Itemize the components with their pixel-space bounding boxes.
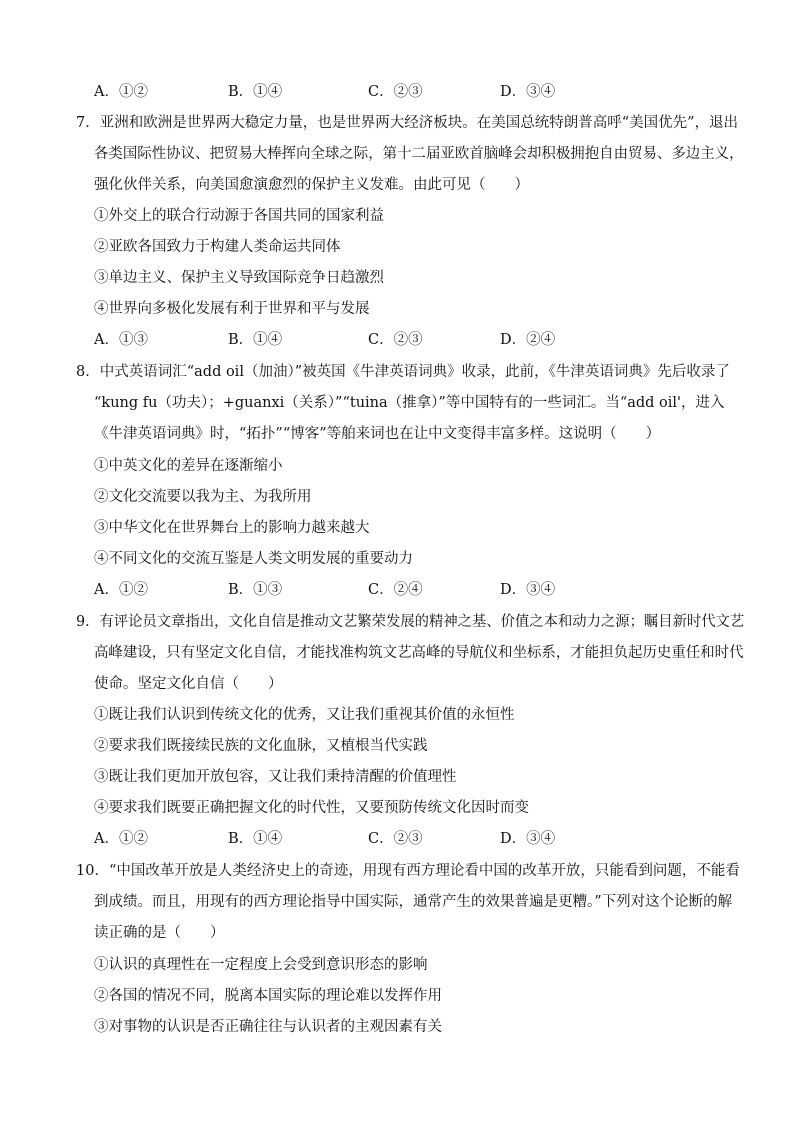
- q7-option-b: B．①④: [228, 332, 283, 348]
- q6-option-a: A．①②: [94, 84, 148, 100]
- q7-option-c: C．②③: [368, 332, 423, 348]
- q9-statement-4: ④要求我们既要正确把握文化的时代性，又要预防传统文化因时而变: [94, 800, 529, 816]
- q7-stem-line-2: 各类国际性协议、把贸易大棒挥向全球之际，第十二届亚欧首脑峰会却积极拥抱自由贸易、多边主义，: [94, 146, 744, 162]
- q10-stem-line-3: 读正确的是（ ）: [94, 925, 225, 941]
- q7-statement-4: ④世界向多极化发展有利于世界和平与发展: [94, 301, 370, 317]
- q9-option-d: D．③④: [500, 831, 556, 847]
- q9-stem-line-1: 9．有评论员文章指出，文化自信是推动文艺繁荣发展的精神之基、价值之本和动力之源；瞩目新时代文艺: [76, 614, 745, 630]
- q7-statement-3: ③单边主义、保护主义导致国际竞争日趋激烈: [94, 270, 384, 286]
- q8-option-b: B．①③: [228, 582, 283, 598]
- q10-statement-2: ②各国的情况不同，脱离本国实际的理论难以发挥作用: [94, 988, 442, 1004]
- q8-stem-line-3: 《牛津英语词典》时，“拓扑”“博客”等舶来词也在让中文变得丰富多样。这说明（ ）: [94, 426, 661, 442]
- q10-statement-3: ③对事物的认识是否正确往往与认识者的主观因素有关: [94, 1019, 442, 1035]
- q8-stem-line-1: 8．中式英语词汇“add oil（加油）”被英国《牛津英语词典》收录，此前，《牛津英语词典》先后收录了: [76, 364, 730, 380]
- q6-option-b: B．①④: [228, 84, 283, 100]
- q7-stem-line-3: 强化伙伴关系，向美国愈演愈烈的保护主义发难。由此可见（ ）: [94, 177, 529, 193]
- q8-statement-3: ③中华文化在世界舞台上的影响力越来越大: [94, 520, 370, 536]
- q7-statement-2: ②亚欧各国致力于构建人类命运共同体: [94, 239, 341, 255]
- q9-statement-2: ②要求我们既接续民族的文化血脉，又植根当代实践: [94, 738, 428, 754]
- q8-option-d: D．③④: [500, 582, 556, 598]
- q10-statement-1: ①认识的真理性在一定程度上会受到意识形态的影响: [94, 957, 428, 973]
- q8-statement-2: ②文化交流要以我为主、为我所用: [94, 489, 312, 505]
- q7-option-d: D．②④: [500, 332, 556, 348]
- q8-statement-1: ①中英文化的差异在逐渐缩小: [94, 458, 283, 474]
- q6-option-d: D．③④: [500, 84, 556, 100]
- q7-option-a: A．①③: [94, 332, 148, 348]
- q9-statement-3: ③既让我们更加开放包容，又让我们秉持清醒的价值理性: [94, 769, 457, 785]
- q8-option-a: A．①②: [94, 582, 148, 598]
- q6-option-c: C．②③: [368, 84, 423, 100]
- q7-stem-line-1: 7．亚洲和欧洲是世界两大稳定力量，也是世界两大经济板块。在美国总统特朗普高呼“美国优先”，退出: [76, 115, 739, 131]
- q10-stem-line-1: 10．“中国改革开放是人类经济史上的奇迹，用现有西方理论看中国的改革开放，只能看到问题，不能看: [76, 863, 740, 879]
- q8-statement-4: ④不同文化的交流互鉴是人类文明发展的重要动力: [94, 551, 413, 567]
- q7-statement-1: ①外交上的联合行动源于各国共同的国家利益: [94, 208, 384, 224]
- q8-stem-line-2: “kung fu（功夫）；+guanxi（关系）”“tuina（推拿）”等中国特有的一些词汇。当“add oil'，进入: [94, 395, 725, 411]
- q9-option-c: C．②③: [368, 831, 423, 847]
- q9-stem-line-2: 高峰建设，只有坚定文化自信，才能找准构筑文艺高峰的导航仪和坐标系，才能担负起历史重任和时代: [94, 645, 744, 661]
- q9-stem-line-3: 使命。坚定文化自信（ ）: [94, 676, 283, 692]
- q9-statement-1: ①既让我们认识到传统文化的优秀，又让我们重视其价值的永恒性: [94, 707, 515, 723]
- q9-option-b: B．①④: [228, 831, 283, 847]
- q8-option-c: C．②④: [368, 582, 423, 598]
- q9-option-a: A．①②: [94, 831, 148, 847]
- q10-stem-line-2: 到成绩。而且，用现有的西方理论指导中国实际，通常产生的效果普遍是更糟。”下列对这个论断的解: [94, 894, 733, 910]
